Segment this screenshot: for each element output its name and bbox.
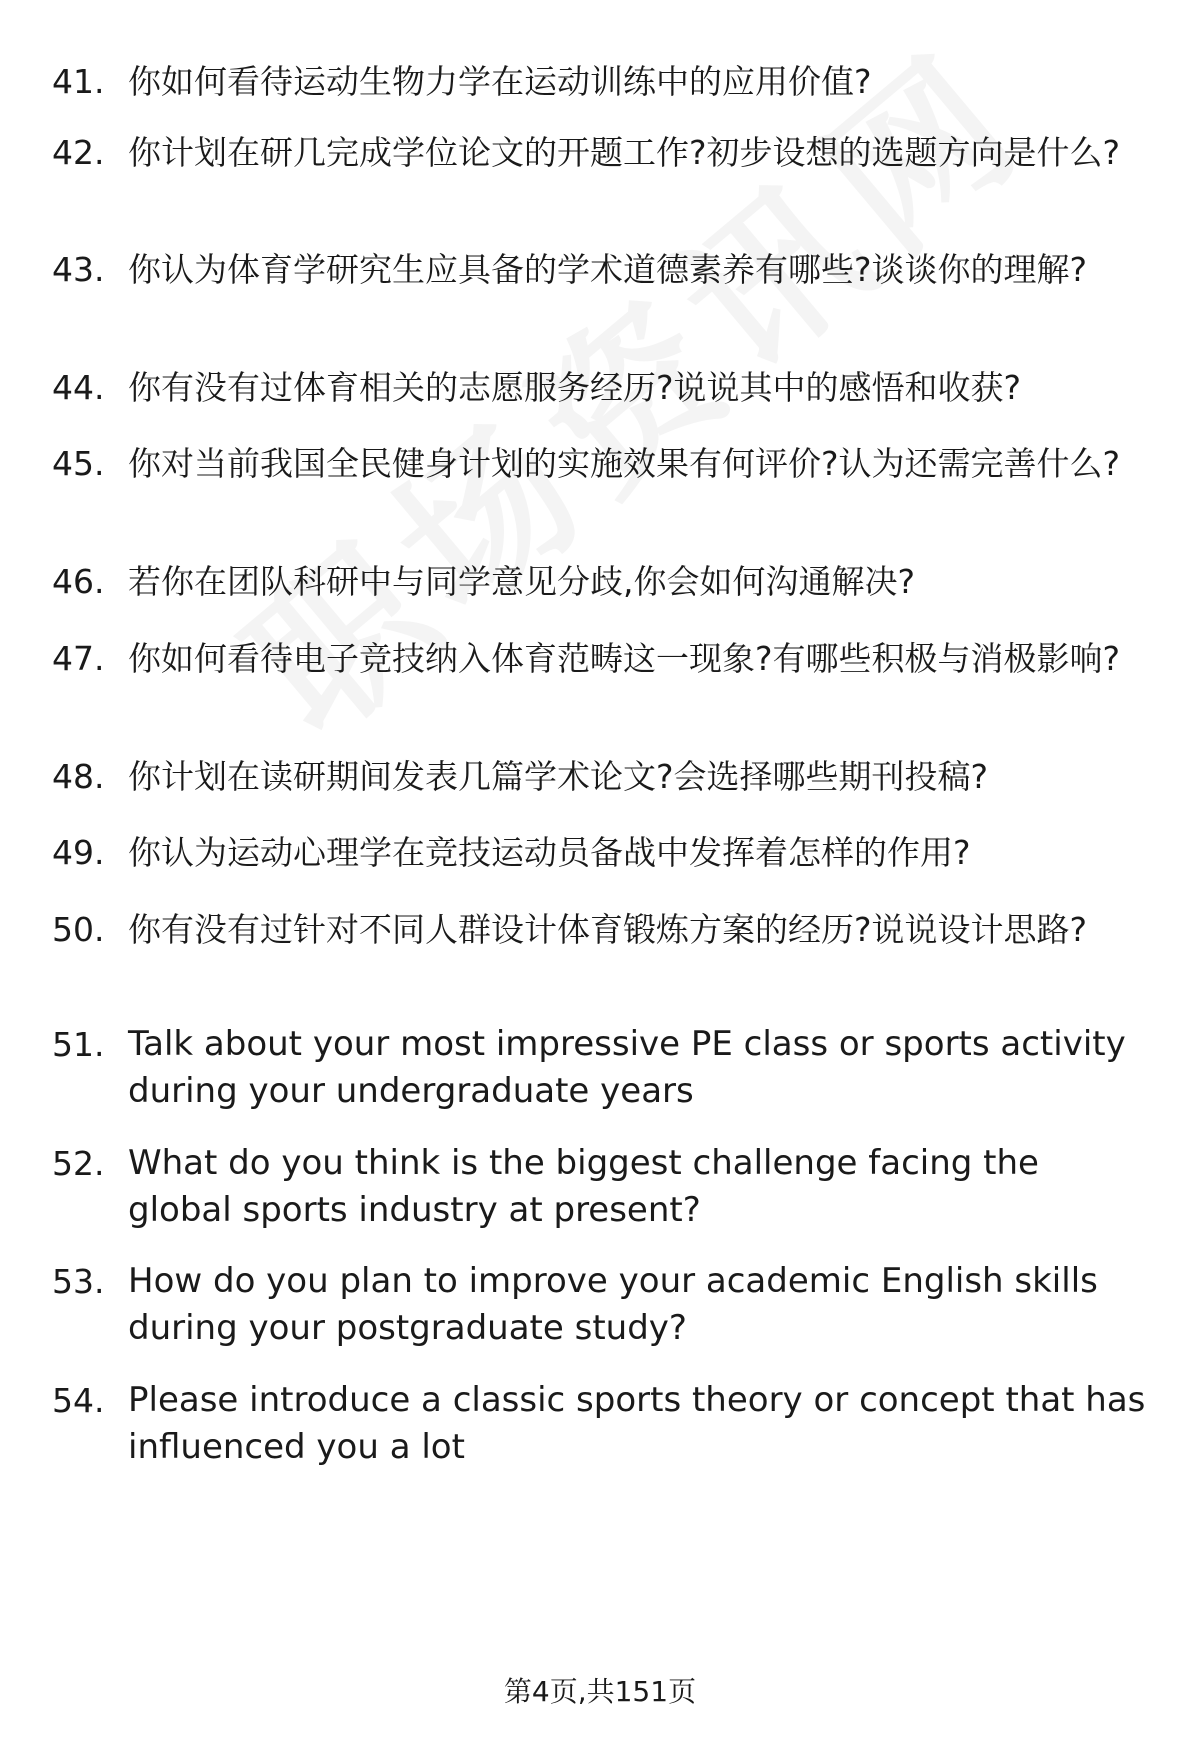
question-number: 53. [52,1262,105,1301]
page-footer: 第4页,共151页 [503,1675,697,1708]
question-number: 41. [52,62,105,101]
question-number: 47. [52,639,105,678]
question-text: 你有没有过针对不同人群设计体育锻炼方案的经历?说说设计思路? [128,910,1088,949]
question-number: 43. [52,250,105,289]
question-number: 51. [52,1025,105,1064]
question-number: 46. [52,562,105,601]
question-text: 你如何看待电子竞技纳入体育范畴这一现象?有哪些积极与消极影响? [128,639,1121,678]
question-text: 若你在团队科研中与同学意见分歧,你会如何沟通解决? [128,562,916,601]
question-text: 你计划在研几完成学位论文的开题工作?初步设想的选题方向是什么? [128,133,1121,172]
question-text: 你认为体育学研究生应具备的学术道德素养有哪些?谈谈你的理解? [128,250,1088,289]
question-number: 45. [52,444,105,483]
question-number: 42. [52,133,105,172]
question-text: 你有没有过体育相关的志愿服务经历?说说其中的感悟和收获? [128,368,1022,407]
question-text: 你计划在读研期间发表几篇学术论文?会选择哪些期刊投稿? [128,757,989,796]
question-number: 50. [52,910,105,949]
question-number: 52. [52,1144,105,1183]
question-text: 你对当前我国全民健身计划的实施效果有何评价?认为还需完善什么? [128,444,1121,483]
question-text: What do you think is the biggest challenge facing the global sports industry at present? [128,1143,1039,1230]
question-number: 48. [52,757,105,796]
question-text: 你认为运动心理学在竞技运动员备战中发挥着怎样的作用? [128,833,971,872]
question-number: 44. [52,368,105,407]
question-text: Please introduce a classic sports theory or concept that has influenced you a lot [128,1380,1146,1467]
question-number: 49. [52,833,105,872]
question-number: 54. [52,1381,105,1420]
question-text: 你如何看待运动生物力学在运动训练中的应用价值? [128,62,872,101]
question-text: Talk about your most impressive PE class or sports activity during your undergraduate years [128,1024,1126,1111]
question-text: How do you plan to improve your academic English skills during your postgraduate study? [128,1261,1098,1348]
